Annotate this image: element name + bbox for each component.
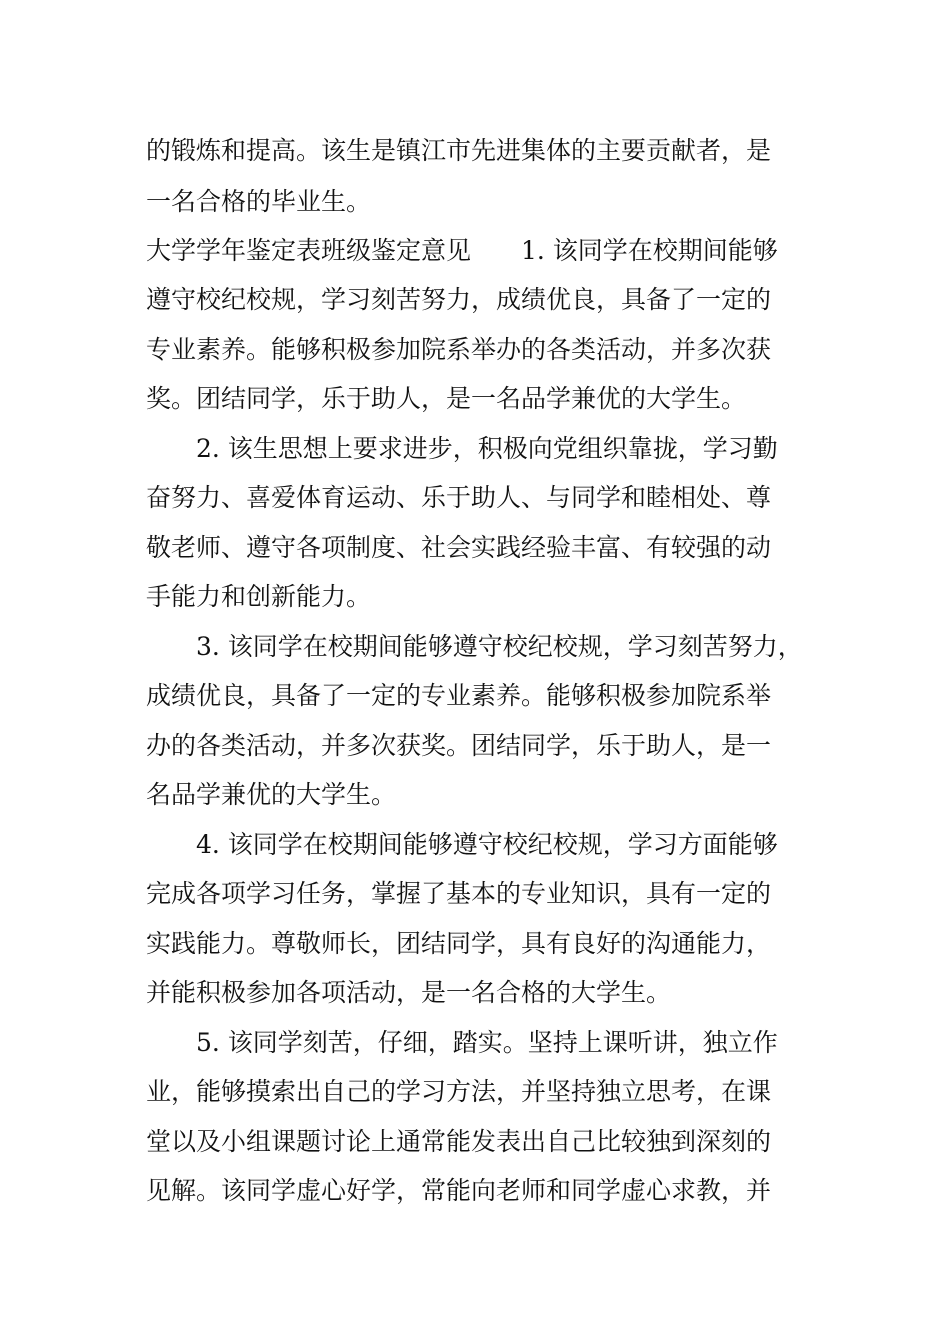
text-line: 4. 该同学在校期间能够遵守校纪校规，学习方面能够 bbox=[196, 830, 778, 859]
text-line: 2. 该生思想上要求进步，积极向党组织靠拢，学习勤 bbox=[196, 434, 778, 463]
text-line: 业，能够摸索出自己的学习方法，并坚持独立思考，在课 bbox=[146, 1077, 772, 1106]
text-line: 见解。该同学虚心好学，常能向老师和同学虚心求教，并 bbox=[146, 1176, 772, 1205]
text-line: 遵守校纪校规，学习刻苦努力，成绩优良，具备了一定的 bbox=[146, 285, 772, 314]
text-line: 并能积极参加各项活动，是一名合格的大学生。 bbox=[146, 978, 672, 1007]
text-line: 5. 该同学刻苦，仔细，踏实。坚持上课听讲，独立作 bbox=[196, 1028, 778, 1057]
text-line: 实践能力。尊敬师长，团结同学，具有良好的沟通能力， bbox=[146, 929, 772, 958]
text-line: 手能力和创新能力。 bbox=[146, 582, 372, 611]
text-line: 敬老师、遵守各项制度、社会实践经验丰富、有较强的动 bbox=[146, 533, 772, 562]
text-line: 大学学年鉴定表班级鉴定意见 1. 该同学在校期间能够 bbox=[146, 236, 778, 265]
text-line: 一名合格的毕业生。 bbox=[146, 187, 372, 216]
text-line: 办的各类活动，并多次获奖。团结同学，乐于助人，是一 bbox=[146, 731, 772, 760]
text-line: 专业素养。能够积极参加院系举办的各类活动，并多次获 bbox=[146, 335, 772, 364]
text-line: 完成各项学习任务，掌握了基本的专业知识，具有一定的 bbox=[146, 879, 772, 908]
text-line: 3. 该同学在校期间能够遵守校纪校规，学习刻苦努力， bbox=[196, 632, 803, 661]
text-line: 的锻炼和提高。该生是镇江市先进集体的主要贡献者，是 bbox=[146, 136, 772, 165]
text-line: 名品学兼优的大学生。 bbox=[146, 780, 397, 809]
text-line: 奋努力、喜爱体育运动、乐于助人、与同学和睦相处、尊 bbox=[146, 483, 772, 512]
text-line: 奖。团结同学，乐于助人，是一名品学兼优的大学生。 bbox=[146, 384, 747, 413]
text-line: 堂以及小组课题讨论上通常能发表出自己比较独到深刻的 bbox=[146, 1127, 772, 1156]
text-line: 成绩优良，具备了一定的专业素养。能够积极参加院系举 bbox=[146, 681, 772, 710]
